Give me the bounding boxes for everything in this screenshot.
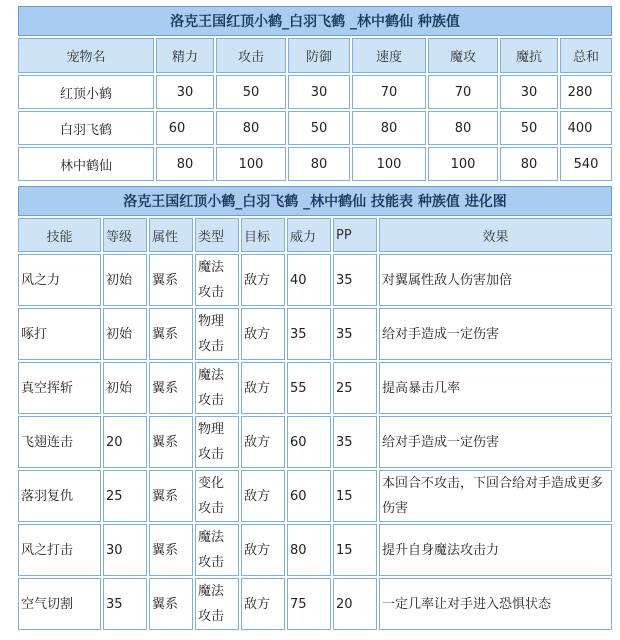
skill-type: 变化攻击 xyxy=(195,470,239,522)
header-cell: 速度 xyxy=(352,38,426,73)
skill-effect: 提高暴击几率 xyxy=(379,362,612,414)
stat-cell: 30 xyxy=(288,75,350,109)
skill-attribute: 翼系 xyxy=(149,524,193,576)
skill-level: 初始 xyxy=(103,254,147,306)
skill-power: 35 xyxy=(287,308,331,360)
stat-cell: 80 xyxy=(288,147,350,181)
header-cell: 类型 xyxy=(195,218,239,252)
pet-name: 林中鹤仙 xyxy=(18,147,154,181)
table-row xyxy=(18,308,612,360)
stats-header-row xyxy=(18,38,612,73)
skills-table xyxy=(16,184,614,632)
skill-level: 30 xyxy=(103,524,147,576)
skill-attribute: 翼系 xyxy=(149,470,193,522)
stat-total: 400 xyxy=(560,111,612,145)
stat-cell: 60 xyxy=(156,111,214,145)
stat-cell: 100 xyxy=(428,147,498,181)
skill-type: 魔法攻击 xyxy=(195,362,239,414)
skill-attribute: 翼系 xyxy=(149,362,193,414)
skill-level: 35 xyxy=(103,578,147,630)
header-cell: 效果 xyxy=(379,218,612,252)
table-row xyxy=(18,578,612,630)
stat-cell: 80 xyxy=(156,147,214,181)
header-cell: 魔抗 xyxy=(500,38,558,73)
skill-pp: 25 xyxy=(333,362,377,414)
header-cell: 威力 xyxy=(287,218,331,252)
skill-name: 空气切割 xyxy=(18,578,101,630)
skill-attribute: 翼系 xyxy=(149,578,193,630)
stat-cell: 30 xyxy=(500,75,558,109)
skill-attribute: 翼系 xyxy=(149,416,193,468)
skill-power: 80 xyxy=(287,524,331,576)
header-cell: 属性 xyxy=(149,218,193,252)
pet-name: 白羽飞鹤 xyxy=(18,111,154,145)
stat-cell: 70 xyxy=(352,75,426,109)
header-cell: 魔攻 xyxy=(428,38,498,73)
skill-name: 落羽复仇 xyxy=(18,470,101,522)
skill-name: 啄打 xyxy=(18,308,101,360)
stat-cell: 100 xyxy=(216,147,286,181)
skill-target: 敌方 xyxy=(241,416,285,468)
skill-effect: 对翼属性敌人伤害加倍 xyxy=(379,254,612,306)
table-row xyxy=(18,524,612,576)
skill-type: 魔法攻击 xyxy=(195,524,239,576)
stat-cell: 80 xyxy=(216,111,286,145)
stat-cell: 50 xyxy=(500,111,558,145)
header-cell: 攻击 xyxy=(216,38,286,73)
skill-type: 物理攻击 xyxy=(195,308,239,360)
table-row xyxy=(18,147,612,181)
header-cell: 等级 xyxy=(103,218,147,252)
table-row xyxy=(18,470,612,522)
skill-power: 40 xyxy=(287,254,331,306)
header-cell: 精力 xyxy=(156,38,214,73)
skill-type: 魔法攻击 xyxy=(195,254,239,306)
skill-target: 敌方 xyxy=(241,362,285,414)
skill-pp: 15 xyxy=(333,524,377,576)
stat-cell: 80 xyxy=(352,111,426,145)
skill-type: 物理攻击 xyxy=(195,416,239,468)
header-cell: 总和 xyxy=(560,38,612,73)
skill-effect: 本回合不攻击，下回合给对手造成更多伤害 xyxy=(379,470,612,522)
skill-name: 飞翅连击 xyxy=(18,416,101,468)
skill-target: 敌方 xyxy=(241,578,285,630)
skill-level: 初始 xyxy=(103,362,147,414)
skill-target: 敌方 xyxy=(241,524,285,576)
skill-effect: 给对手造成一定伤害 xyxy=(379,416,612,468)
stat-total: 540 xyxy=(560,147,612,181)
stat-cell: 100 xyxy=(352,147,426,181)
table-row xyxy=(18,111,612,145)
stat-cell: 50 xyxy=(288,111,350,145)
header-cell: PP xyxy=(333,218,377,252)
skill-name: 真空挥斩 xyxy=(18,362,101,414)
stat-total: 280 xyxy=(560,75,612,109)
header-cell: 目标 xyxy=(241,218,285,252)
skill-type: 魔法攻击 xyxy=(195,578,239,630)
skill-effect: 一定几率让对手进入恐惧状态 xyxy=(379,578,612,630)
header-cell: 技能 xyxy=(18,218,101,252)
header-cell: 防御 xyxy=(288,38,350,73)
skill-pp: 35 xyxy=(333,416,377,468)
stats-title: 洛克王国红顶小鹤_白羽飞鹤 _林中鹤仙 种族值 xyxy=(18,6,612,36)
stats-table xyxy=(16,4,614,183)
skill-attribute: 翼系 xyxy=(149,254,193,306)
table-row xyxy=(18,254,612,306)
stat-cell: 70 xyxy=(428,75,498,109)
skill-level: 初始 xyxy=(103,308,147,360)
skill-effect: 给对手造成一定伤害 xyxy=(379,308,612,360)
table-row xyxy=(18,75,612,109)
skill-pp: 35 xyxy=(333,254,377,306)
skill-level: 25 xyxy=(103,470,147,522)
skill-power: 60 xyxy=(287,416,331,468)
skill-target: 敌方 xyxy=(241,308,285,360)
table-row xyxy=(18,416,612,468)
pet-name: 红顶小鹤 xyxy=(18,75,154,109)
header-cell: 宠物名 xyxy=(18,38,154,73)
stat-cell: 30 xyxy=(156,75,214,109)
skill-pp: 15 xyxy=(333,470,377,522)
skill-power: 75 xyxy=(287,578,331,630)
skills-header-row xyxy=(18,218,612,252)
skill-target: 敌方 xyxy=(241,470,285,522)
stat-cell: 50 xyxy=(216,75,286,109)
skill-pp: 35 xyxy=(333,308,377,360)
skill-pp: 20 xyxy=(333,578,377,630)
stat-cell: 80 xyxy=(500,147,558,181)
skill-name: 风之打击 xyxy=(18,524,101,576)
skill-name: 风之力 xyxy=(18,254,101,306)
skill-level: 20 xyxy=(103,416,147,468)
skills-title: 洛克王国红顶小鹤_白羽飞鹤 _林中鹤仙 技能表 种族值 进化图 xyxy=(18,186,612,216)
skill-power: 60 xyxy=(287,470,331,522)
skill-effect: 提升自身魔法攻击力 xyxy=(379,524,612,576)
table-row xyxy=(18,362,612,414)
stat-cell: 80 xyxy=(428,111,498,145)
skill-power: 55 xyxy=(287,362,331,414)
skill-target: 敌方 xyxy=(241,254,285,306)
skill-attribute: 翼系 xyxy=(149,308,193,360)
